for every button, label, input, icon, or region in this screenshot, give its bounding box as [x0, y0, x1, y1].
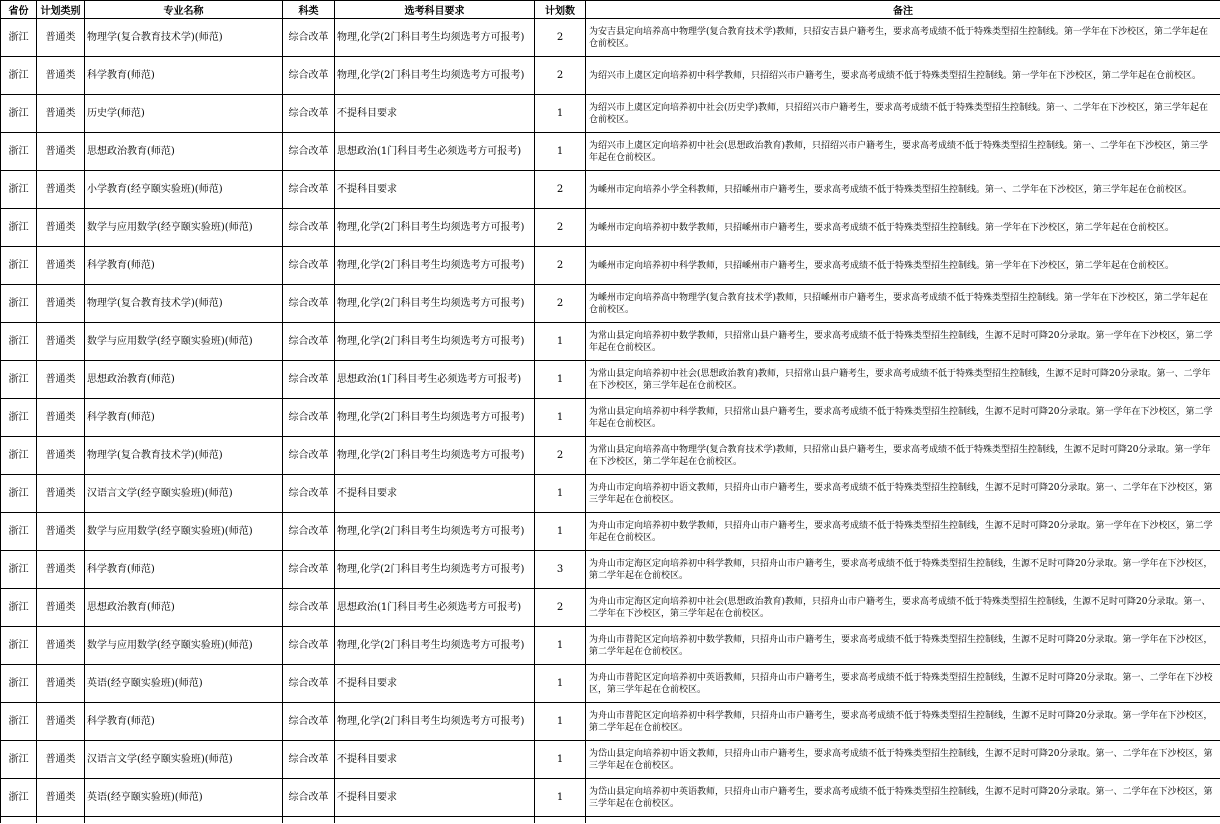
plan-count-cell: 1 [535, 513, 586, 551]
major-name-cell: 物理学(复合教育技术学)(师范) [85, 19, 283, 57]
table-row [1, 361, 1220, 399]
major-name-cell: 汉语言文学(经亨颐实验班)(师范) [85, 741, 283, 779]
remarks-cell: 为嵊州市定向培养高中物理学(复合教育技术学)教师，只招嵊州市户籍考生，要求高考成绩不低于特殊类型招生控制线。第一学年在下沙校区，第二学年起在仓前校区。 [586, 285, 1220, 323]
major-name-cell: 英语(经亨颐实验班)(师范) [85, 779, 283, 817]
province-cell: 浙江 [1, 665, 37, 703]
province-cell: 浙江 [1, 57, 37, 95]
subject-requirement-cell: 思想政治(1门科目考生必须选考方可报考) [335, 361, 535, 399]
header-subject-requirement: 选考科目要求 [335, 1, 535, 19]
remarks-cell: 为岱山县定向培养初中语文教师，只招舟山市户籍考生，要求高考成绩不低于特殊类型招生控制线，生源不足时可降20分录取。第一、二学年在下沙校区，第三学年起在仓前校区。 [586, 741, 1220, 779]
plan-count-cell: 2 [535, 57, 586, 95]
major-name-cell: 物理学(复合教育技术学)(师范) [85, 285, 283, 323]
province-cell: 浙江 [1, 323, 37, 361]
plan-category-cell: 普通类 [37, 57, 85, 95]
plan-count-cell: 2 [535, 285, 586, 323]
plan-category-cell: 普通类 [37, 475, 85, 513]
table-row [1, 209, 1220, 247]
subject-requirement-cell: 物理,化学(2门科目考生均须选考方可报考) [335, 551, 535, 589]
subject-requirement-cell: 思想政治(1门科目考生必须选考方可报考) [335, 133, 535, 171]
major-name-cell: 科学教育(师范) [85, 247, 283, 285]
table-row [1, 95, 1220, 133]
major-name-cell: 数学与应用数学(经亨颐实验班)(师范) [85, 209, 283, 247]
header-major-name: 专业名称 [85, 1, 283, 19]
subject-requirement-cell: 不提科目要求 [335, 171, 535, 209]
plan-count-cell: 1 [535, 399, 586, 437]
subject-type-cell: 综合改革 [283, 57, 335, 95]
province-cell: 浙江 [1, 703, 37, 741]
remarks-cell: 为舟山市普陀区定向培养初中科学教师，只招舟山市户籍考生，要求高考成绩不低于特殊类型招生控制线，生源不足时可降20分录取。第一学年在下沙校区，第二学年起在仓前校区。 [586, 703, 1220, 741]
subject-requirement-cell: 物理,化学(2门科目考生均须选考方可报考) [335, 247, 535, 285]
subject-type-cell: 综合改革 [283, 361, 335, 399]
plan-category-cell: 普通类 [37, 133, 85, 171]
subject-requirement-cell: 不提科目要求 [335, 475, 535, 513]
plan-count-cell: 1 [535, 703, 586, 741]
subject-requirement-cell: 不提科目要求 [335, 95, 535, 133]
subject-requirement-cell: 不提科目要求 [335, 665, 535, 703]
remarks-cell: 为舟山市普陀区定向培养初中英语教师，只招舟山市户籍考生，要求高考成绩不低于特殊类型招生控制线，生源不足时可降20分录取。第一、二学年在下沙校区，第三学年起在仓前校区。 [586, 665, 1220, 703]
major-name-cell: 汉语言文学(经亨颐实验班)(师范) [85, 475, 283, 513]
plan-category-cell: 普通类 [37, 703, 85, 741]
table-row [1, 133, 1220, 171]
header-remarks: 备注 [586, 1, 1220, 19]
subject-type-cell: 综合改革 [283, 627, 335, 665]
province-cell: 浙江 [1, 627, 37, 665]
province-cell: 浙江 [1, 399, 37, 437]
remarks-cell: 为舟山市定向培养初中数学教师，只招舟山市户籍考生，要求高考成绩不低于特殊类型招生控制线，生源不足时可降20分录取。第一学年在下沙校区，第二学年起在仓前校区。 [586, 513, 1220, 551]
province-cell: 浙江 [1, 19, 37, 57]
remarks-cell: 为舟山市普陀区定向培养初中数学教师，只招舟山市户籍考生，要求高考成绩不低于特殊类型招生控制线，生源不足时可降20分录取。第一学年在下沙校区，第二学年起在仓前校区。 [586, 627, 1220, 665]
plan-count-cell: 1 [535, 95, 586, 133]
table-row [1, 513, 1220, 551]
plan-category-cell: 普通类 [37, 741, 85, 779]
plan-category-cell: 普通类 [37, 665, 85, 703]
table-row [1, 703, 1220, 741]
subject-type-cell: 综合改革 [283, 589, 335, 627]
plan-category-cell: 普通类 [37, 285, 85, 323]
province-cell: 浙江 [1, 513, 37, 551]
plan-category-cell: 普通类 [37, 95, 85, 133]
subject-requirement-cell: 物理,化学(2门科目考生均须选考方可报考) [335, 323, 535, 361]
plan-count-cell: 2 [535, 171, 586, 209]
plan-count-cell: 1 [535, 627, 586, 665]
table-row [1, 779, 1220, 817]
province-cell: 浙江 [1, 285, 37, 323]
subject-type-cell: 综合改革 [283, 399, 335, 437]
subject-type-cell: 综合改革 [283, 703, 335, 741]
province-cell: 浙江 [1, 95, 37, 133]
plan-category-cell: 普通类 [37, 171, 85, 209]
table-row [1, 285, 1220, 323]
table-body [1, 19, 1220, 824]
plan-count-cell: 3 [535, 551, 586, 589]
major-name-cell: 数学与应用数学(经亨颐实验班)(师范) [85, 323, 283, 361]
province-cell: 浙江 [1, 741, 37, 779]
plan-category-cell: 普通类 [37, 627, 85, 665]
remarks-cell: 为舟山市定向培养初中语文教师，只招舟山市户籍考生，要求高考成绩不低于特殊类型招生控制线，生源不足时可降20分录取。第一、二学年在下沙校区，第三学年起在仓前校区。 [586, 475, 1220, 513]
subject-type-cell: 综合改革 [283, 247, 335, 285]
subject-type-cell: 综合改革 [283, 285, 335, 323]
plan-category-cell: 普通类 [37, 437, 85, 475]
table-row [1, 323, 1220, 361]
subject-type-cell: 综合改革 [283, 171, 335, 209]
table-row [1, 19, 1220, 57]
plan-category-cell: 普通类 [37, 551, 85, 589]
remarks-cell: 为常山县定向培养初中数学教师，只招常山县户籍考生，要求高考成绩不低于特殊类型招生控制线，生源不足时可降20分录取。第一学年在下沙校区，第二学年起在仓前校区。 [586, 323, 1220, 361]
plan-count-cell: 1 [535, 741, 586, 779]
major-name-cell: 科学教育(师范) [85, 551, 283, 589]
table-row [1, 589, 1220, 627]
subject-type-cell: 综合改革 [283, 323, 335, 361]
subject-requirement-cell: 物理,化学(2门科目考生均须选考方可报考) [335, 399, 535, 437]
remarks-cell: 为常山县定向培养高中物理学(复合教育技术学)教师，只招常山县户籍考生，要求高考成绩不低于特殊类型招生控制线，生源不足时可降20分录取。第一学年在下沙校区，第二学年起在仓前校区。 [586, 437, 1220, 475]
major-name-cell: 科学教育(师范) [85, 399, 283, 437]
plan-count-cell: 2 [535, 589, 586, 627]
plan-category-cell: 普通类 [37, 399, 85, 437]
province-cell: 浙江 [1, 475, 37, 513]
plan-count-cell: 2 [535, 209, 586, 247]
remarks-cell: 为嵊州市定向培养小学全科教师，只招嵊州市户籍考生，要求高考成绩不低于特殊类型招生控制线。第一、二学年在下沙校区，第三学年起在仓前校区。 [586, 171, 1220, 209]
remarks-cell: 为常山县定向培养初中科学教师，只招常山县户籍考生，要求高考成绩不低于特殊类型招生控制线，生源不足时可降20分录取。第一学年在下沙校区，第二学年起在仓前校区。 [586, 399, 1220, 437]
major-name-cell: 科学教育(师范) [85, 57, 283, 95]
table-row [1, 475, 1220, 513]
subject-type-cell: 综合改革 [283, 437, 335, 475]
subject-requirement-cell: 物理,化学(2门科目考生均须选考方可报考) [335, 57, 535, 95]
remarks-cell: 为绍兴市上虞区定向培养初中社会(历史学)教师，只招绍兴市户籍考生，要求高考成绩不低于特殊类型招生控制线。第一、二学年在下沙校区，第三学年起在仓前校区。 [586, 95, 1220, 133]
major-name-cell: 数学与应用数学(经亨颐实验班)(师范) [85, 627, 283, 665]
plan-count-cell: 1 [535, 779, 586, 817]
plan-count-cell: 2 [535, 437, 586, 475]
plan-category-cell: 普通类 [37, 247, 85, 285]
major-name-cell: 思想政治教育(师范) [85, 133, 283, 171]
plan-category-cell: 普通类 [37, 779, 85, 817]
remarks-cell: 为绍兴市上虞区定向培养初中社会(思想政治教育)教师，只招绍兴市户籍考生，要求高考成绩不低于特殊类型招生控制线。第一、二学年在下沙校区，第三学年起在仓前校区。 [586, 133, 1220, 171]
header-subject-type: 科类 [283, 1, 335, 19]
remarks-cell: 为岱山县定向培养初中英语教师，只招舟山市户籍考生，要求高考成绩不低于特殊类型招生控制线，生源不足时可降20分录取。第一、二学年在下沙校区，第三学年起在仓前校区。 [586, 779, 1220, 817]
plan-count-cell: 2 [535, 247, 586, 285]
province-cell: 浙江 [1, 589, 37, 627]
remarks-cell: 为舟山市定海区定向培养初中社会(思想政治教育)教师，只招舟山市户籍考生，要求高考成绩不低于特殊类型招生控制线，生源不足时可降20分录取。第一、二学年在下沙校区，第三学年起在仓前校区。 [586, 589, 1220, 627]
plan-count-cell: 1 [535, 133, 586, 171]
header-plan-category: 计划类别 [37, 1, 85, 19]
remarks-cell: 为嵊州市定向培养初中科学教师，只招嵊州市户籍考生，要求高考成绩不低于特殊类型招生控制线。第一学年在下沙校区，第二学年起在仓前校区。 [586, 247, 1220, 285]
subject-type-cell: 综合改革 [283, 779, 335, 817]
subject-type-cell: 综合改革 [283, 475, 335, 513]
plan-category-cell: 普通类 [37, 361, 85, 399]
remarks-cell: 为舟山市定海区定向培养初中科学教师，只招舟山市户籍考生，要求高考成绩不低于特殊类型招生控制线，生源不足时可降20分录取。第一学年在下沙校区，第二学年起在仓前校区。 [586, 551, 1220, 589]
table-row [1, 399, 1220, 437]
plan-count-cell: 2 [535, 19, 586, 57]
subject-type-cell: 综合改革 [283, 209, 335, 247]
province-cell: 浙江 [1, 171, 37, 209]
remarks-cell: 为绍兴市上虞区定向培养初中科学教师，只招绍兴市户籍考生，要求高考成绩不低于特殊类型招生控制线。第一学年在下沙校区，第二学年起在仓前校区。 [586, 57, 1220, 95]
table-row [1, 57, 1220, 95]
subject-type-cell: 综合改革 [283, 551, 335, 589]
major-name-cell: 思想政治教育(师范) [85, 361, 283, 399]
plan-count-cell: 1 [535, 361, 586, 399]
subject-requirement-cell: 物理,化学(2门科目考生均须选考方可报考) [335, 437, 535, 475]
table-row [1, 171, 1220, 209]
subject-requirement-cell: 不提科目要求 [335, 741, 535, 779]
province-cell: 浙江 [1, 209, 37, 247]
remarks-cell: 为常山县定向培养初中社会(思想政治教育)教师，只招常山县户籍考生，要求高考成绩不低于特殊类型招生控制线，生源不足时可降20分录取。第一、二学年在下沙校区，第三学年起在仓前校区。 [586, 361, 1220, 399]
subject-type-cell: 综合改革 [283, 665, 335, 703]
subject-requirement-cell: 物理,化学(2门科目考生均须选考方可报考) [335, 627, 535, 665]
subject-type-cell: 综合改革 [283, 741, 335, 779]
province-cell: 浙江 [1, 779, 37, 817]
subject-type-cell: 综合改革 [283, 133, 335, 171]
subject-requirement-cell: 物理,化学(2门科目考生均须选考方可报考) [335, 209, 535, 247]
table-row-partial [1, 817, 1220, 824]
subject-requirement-cell: 思想政治(1门科目考生必须选考方可报考) [335, 589, 535, 627]
plan-count-cell: 1 [535, 323, 586, 361]
province-cell: 浙江 [1, 437, 37, 475]
subject-requirement-cell: 物理,化学(2门科目考生均须选考方可报考) [335, 19, 535, 57]
major-name-cell: 英语(经亨颐实验班)(师范) [85, 665, 283, 703]
plan-category-cell: 普通类 [37, 19, 85, 57]
province-cell: 浙江 [1, 133, 37, 171]
major-name-cell: 小学教育(经亨颐实验班)(师范) [85, 171, 283, 209]
major-name-cell: 科学教育(师范) [85, 703, 283, 741]
major-name-cell: 物理学(复合教育技术学)(师范) [85, 437, 283, 475]
table-row [1, 437, 1220, 475]
subject-requirement-cell: 物理,化学(2门科目考生均须选考方可报考) [335, 513, 535, 551]
major-name-cell: 数学与应用数学(经亨颐实验班)(师范) [85, 513, 283, 551]
header-plan-count: 计划数 [535, 1, 586, 19]
plan-category-cell: 普通类 [37, 209, 85, 247]
remarks-cell: 为嵊州市定向培养初中数学教师，只招嵊州市户籍考生，要求高考成绩不低于特殊类型招生控制线。第一学年在下沙校区，第二学年起在仓前校区。 [586, 209, 1220, 247]
table-row [1, 551, 1220, 589]
plan-count-cell: 1 [535, 665, 586, 703]
plan-category-cell: 普通类 [37, 513, 85, 551]
province-cell: 浙江 [1, 247, 37, 285]
subject-requirement-cell: 物理,化学(2门科目考生均须选考方可报考) [335, 285, 535, 323]
plan-category-cell: 普通类 [37, 323, 85, 361]
table-row [1, 627, 1220, 665]
subject-type-cell: 综合改革 [283, 513, 335, 551]
plan-count-cell: 1 [535, 475, 586, 513]
header-province: 省份 [1, 1, 37, 19]
remarks-cell: 为安吉县定向培养高中物理学(复合教育技术学)教师，只招安吉县户籍考生，要求高考成绩不低于特殊类型招生控制线。第一学年在下沙校区，第二学年起在仓前校区。 [586, 19, 1220, 57]
table-row [1, 247, 1220, 285]
subject-requirement-cell: 物理,化学(2门科目考生均须选考方可报考) [335, 703, 535, 741]
table-header-row [1, 1, 1220, 19]
table-row [1, 665, 1220, 703]
province-cell: 浙江 [1, 551, 37, 589]
major-name-cell: 历史学(师范) [85, 95, 283, 133]
plan-category-cell: 普通类 [37, 589, 85, 627]
subject-type-cell: 综合改革 [283, 95, 335, 133]
province-cell: 浙江 [1, 361, 37, 399]
subject-type-cell: 综合改革 [283, 19, 335, 57]
major-name-cell: 思想政治教育(师范) [85, 589, 283, 627]
table-row [1, 741, 1220, 779]
subject-requirement-cell: 不提科目要求 [335, 779, 535, 817]
